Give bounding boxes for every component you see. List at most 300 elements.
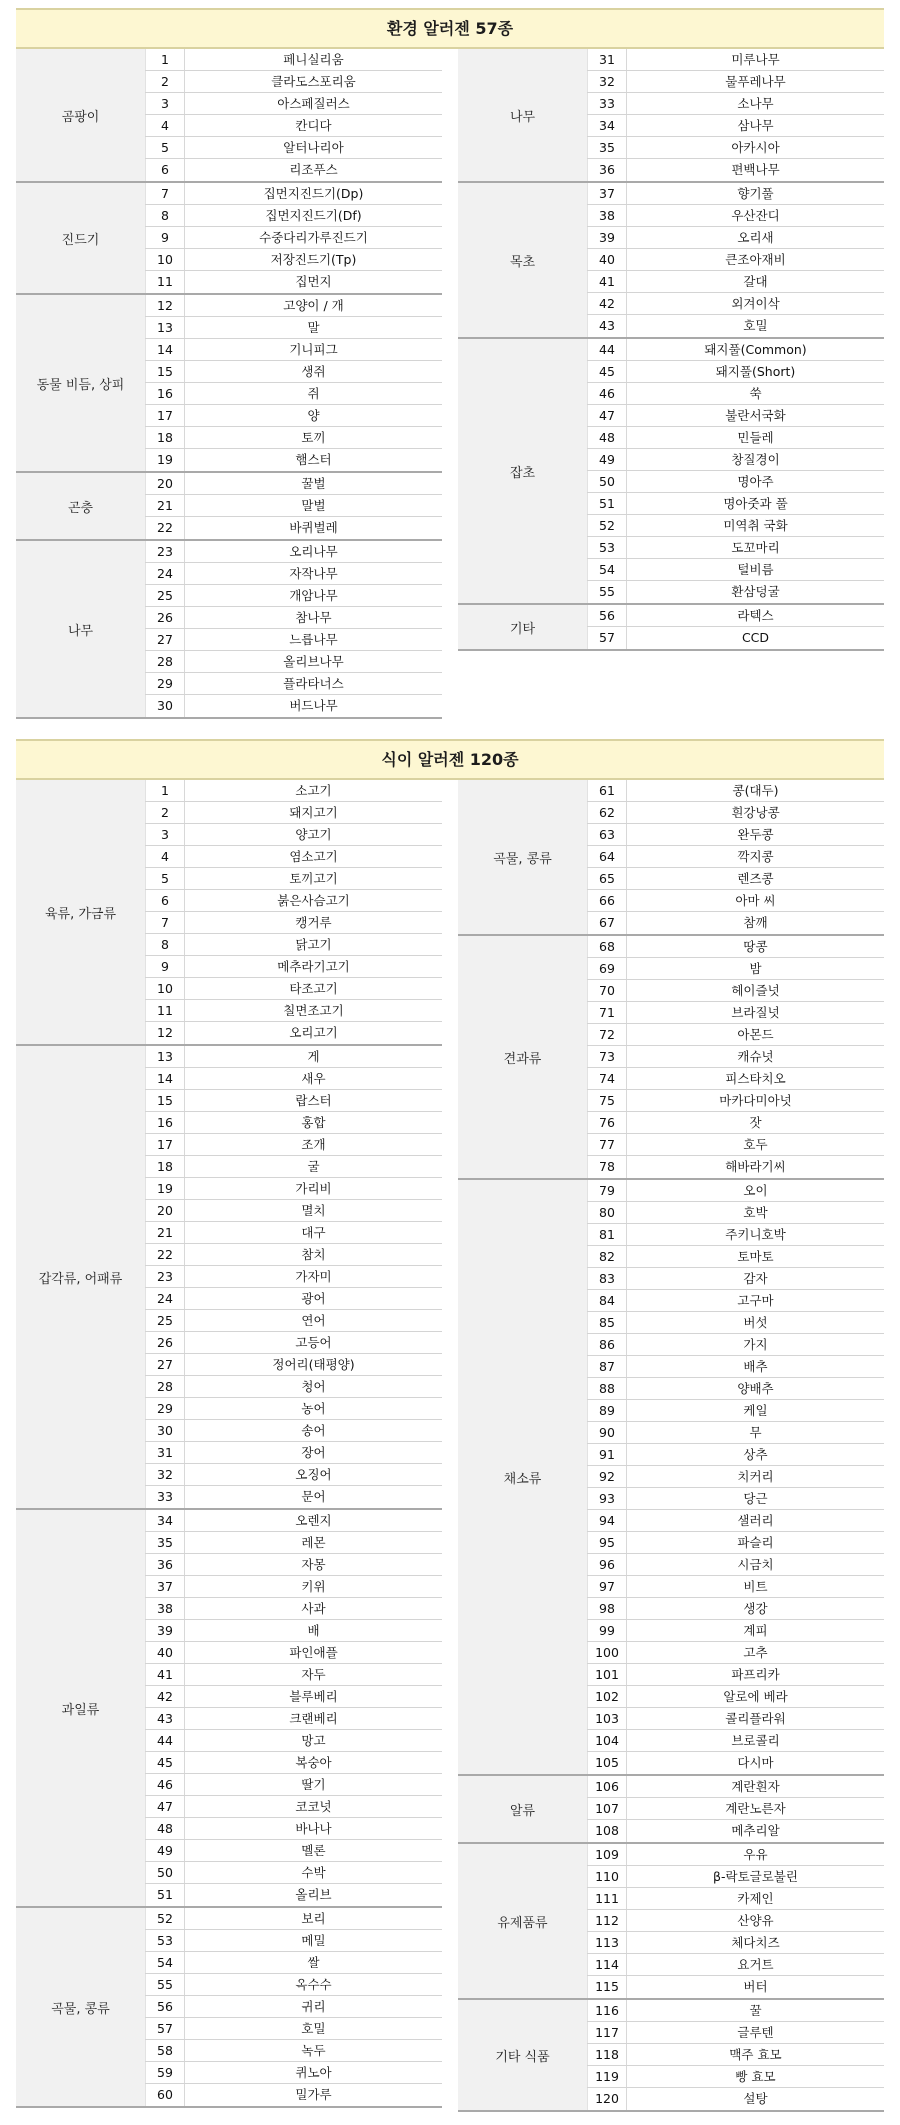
allergen-name: 집먼지진드기(Df)	[265, 208, 362, 223]
table-row	[145, 1576, 442, 1598]
allergen-name: 자작나무	[289, 566, 338, 581]
item-number: 58	[145, 2040, 185, 2061]
table-row	[145, 1156, 442, 1178]
allergen-name: 보리	[301, 1911, 326, 1926]
table-row	[145, 449, 442, 471]
table-row	[145, 1796, 442, 1818]
allergen-name: 상추	[743, 1447, 768, 1462]
table-row	[145, 1686, 442, 1708]
item-number: 44	[145, 1730, 185, 1751]
table-row	[587, 1290, 884, 1312]
allergen-name: 오리고기	[289, 1025, 338, 1040]
allergen-name: 광어	[301, 1291, 326, 1306]
allergen-name: 메추리알	[731, 1823, 780, 1838]
allergen-name: 오리나무	[289, 544, 338, 559]
allergen-name: 느릅나무	[289, 632, 338, 647]
item-number: 107	[587, 1798, 627, 1819]
item-number: 54	[145, 1952, 185, 1973]
table-row	[145, 405, 442, 427]
allergen-name: 배추	[743, 1359, 768, 1374]
allergen-name: 양배추	[737, 1381, 774, 1396]
item-number: 45	[145, 1752, 185, 1773]
item-number: 75	[587, 1090, 627, 1111]
item-number: 50	[587, 471, 627, 492]
table-row	[587, 868, 884, 890]
category-label: 알류	[458, 1776, 587, 1842]
allergen-name: 갈대	[743, 274, 768, 289]
allergen-name: 망고	[301, 1733, 326, 1748]
allergen-name: 굴	[307, 1159, 320, 1174]
table-row	[587, 1268, 884, 1290]
item-number: 38	[587, 205, 627, 226]
item-number: 91	[587, 1444, 627, 1465]
category-label: 유제품류	[458, 1844, 587, 1998]
allergen-name: 개암나무	[289, 588, 338, 603]
item-number: 76	[587, 1112, 627, 1133]
category-label: 채소류	[458, 1180, 587, 1774]
table-row	[587, 2044, 884, 2066]
allergen-name: 시금치	[737, 1557, 774, 1572]
item-number: 63	[587, 824, 627, 845]
table-row	[587, 227, 884, 249]
allergen-name: 리조푸스	[289, 162, 338, 177]
table-row	[587, 1554, 884, 1576]
allergen-name: 돼지풀(Short)	[715, 364, 796, 379]
item-number: 2	[145, 71, 185, 92]
table-row	[587, 1620, 884, 1642]
allergen-name: 글루텐	[737, 2025, 774, 2040]
allergen-name: 알로에 베라	[723, 1689, 788, 1704]
item-number: 6	[145, 159, 185, 181]
allergen-name: CCD	[741, 630, 770, 645]
item-number: 70	[587, 980, 627, 1001]
allergen-name: 메추라기고기	[277, 959, 350, 974]
table-row	[145, 2040, 442, 2062]
item-number: 61	[587, 780, 627, 801]
table-row	[587, 427, 884, 449]
table-row	[145, 1974, 442, 1996]
item-number: 12	[145, 295, 185, 316]
table-row	[145, 1222, 442, 1244]
allergen-name: 말	[307, 320, 320, 335]
allergen-name: 문어	[301, 1489, 326, 1504]
allergen-name: 자몽	[301, 1557, 326, 1572]
allergen-name: 가리비	[295, 1181, 332, 1196]
item-number: 32	[145, 1464, 185, 1485]
allergen-group	[16, 541, 442, 719]
allergen-name: 버섯	[743, 1315, 768, 1330]
item-number: 30	[145, 695, 185, 717]
allergen-name: 오징어	[295, 1467, 332, 1482]
allergen-name: 참치	[301, 1247, 326, 1262]
allergen-name: 붉은사슴고기	[277, 893, 350, 908]
item-number: 20	[145, 473, 185, 494]
allergen-name: 배	[307, 1623, 320, 1638]
item-number: 41	[587, 271, 627, 292]
item-number: 55	[145, 1974, 185, 1995]
table-row	[145, 1620, 442, 1642]
table-row	[145, 473, 442, 495]
table-row	[587, 49, 884, 71]
item-number: 47	[145, 1796, 185, 1817]
allergen-group	[16, 780, 442, 1046]
item-number: 15	[145, 361, 185, 382]
item-number: 3	[145, 93, 185, 114]
table-row	[587, 361, 884, 383]
table-row	[587, 1488, 884, 1510]
allergen-name: 닭고기	[295, 937, 332, 952]
allergen-name: 녹두	[301, 2043, 326, 2058]
table-row	[587, 1202, 884, 1224]
allergen-name: 귀리	[301, 1999, 326, 2014]
item-number: 35	[145, 1532, 185, 1553]
item-number: 115	[587, 1976, 627, 1998]
table-row	[145, 956, 442, 978]
item-number: 13	[145, 317, 185, 338]
table-row	[587, 958, 884, 980]
table-row	[587, 1708, 884, 1730]
item-number: 38	[145, 1598, 185, 1619]
allergen-name: 계피	[743, 1623, 768, 1638]
table-row	[145, 205, 442, 227]
table-row	[145, 1774, 442, 1796]
allergen-name: 산양유	[737, 1913, 774, 1928]
item-number: 30	[145, 1420, 185, 1441]
allergen-name: 깍지콩	[737, 849, 774, 864]
allergen-name: 해바라기씨	[725, 1159, 786, 1174]
table-row	[145, 541, 442, 563]
category-label: 진드기	[16, 183, 145, 293]
item-number: 27	[145, 1354, 185, 1375]
table-row	[145, 249, 442, 271]
item-number: 31	[145, 1442, 185, 1463]
table-row	[587, 1112, 884, 1134]
item-number: 24	[145, 563, 185, 584]
item-number: 24	[145, 1288, 185, 1309]
item-number: 18	[145, 427, 185, 448]
item-number: 46	[145, 1774, 185, 1795]
allergen-name: 게	[307, 1049, 320, 1064]
allergen-name: 잣	[749, 1115, 762, 1130]
item-number: 117	[587, 2022, 627, 2043]
table-row	[587, 1844, 884, 1866]
allergen-name: 무	[749, 1425, 762, 1440]
allergen-name: 비트	[743, 1579, 768, 1594]
allergen-name: 아카시아	[731, 140, 780, 155]
table-row	[145, 1310, 442, 1332]
allergen-name: 파프리카	[731, 1667, 780, 1682]
allergen-name: 토끼	[301, 430, 326, 445]
item-number: 34	[587, 115, 627, 136]
table-row	[587, 1888, 884, 1910]
allergen-name: 편백나무	[731, 162, 780, 177]
table-row	[587, 1046, 884, 1068]
table-row	[587, 890, 884, 912]
table-row	[587, 1510, 884, 1532]
allergen-name: 고구마	[737, 1293, 774, 1308]
allergen-name: 불란서국화	[725, 408, 786, 423]
table-row	[145, 1862, 442, 1884]
item-number: 73	[587, 1046, 627, 1067]
table-row	[145, 1090, 442, 1112]
item-number: 26	[145, 1332, 185, 1353]
allergen-name: 흰강낭콩	[731, 805, 780, 820]
allergen-name: 다시마	[737, 1755, 774, 1770]
item-number: 53	[145, 1930, 185, 1951]
table-row	[145, 1112, 442, 1134]
table-row	[587, 1444, 884, 1466]
item-number: 3	[145, 824, 185, 845]
table-row	[145, 1134, 442, 1156]
table-row	[145, 1420, 442, 1442]
table-row	[145, 1000, 442, 1022]
table-row	[587, 1090, 884, 1112]
item-number: 17	[145, 405, 185, 426]
table-row	[587, 537, 884, 559]
item-number: 11	[145, 271, 185, 293]
table-row	[145, 585, 442, 607]
item-number: 67	[587, 912, 627, 934]
item-number: 20	[145, 1200, 185, 1221]
item-number: 25	[145, 585, 185, 606]
item-number: 28	[145, 651, 185, 672]
allergen-name: 칠면조고기	[283, 1003, 344, 1018]
allergen-group	[16, 473, 442, 541]
item-number: 116	[587, 2000, 627, 2021]
table-row	[587, 405, 884, 427]
table-row	[145, 824, 442, 846]
allergen-name: 큰조아재비	[725, 252, 786, 267]
allergen-name: 고등어	[295, 1335, 332, 1350]
table-row	[145, 1464, 442, 1486]
item-number: 56	[587, 605, 627, 626]
table-row	[587, 1642, 884, 1664]
item-number: 40	[145, 1642, 185, 1663]
table-row	[587, 936, 884, 958]
table-row	[587, 93, 884, 115]
table-row	[587, 1776, 884, 1798]
allergen-name: 꿀벌	[301, 476, 326, 491]
item-number: 43	[145, 1708, 185, 1729]
item-number: 42	[587, 293, 627, 314]
item-number: 69	[587, 958, 627, 979]
allergen-name: 호박	[743, 1205, 768, 1220]
table-row	[145, 495, 442, 517]
item-number: 36	[145, 1554, 185, 1575]
item-number: 49	[587, 449, 627, 470]
allergen-name: 참나무	[295, 610, 332, 625]
table-row	[587, 2088, 884, 2110]
table-row	[587, 605, 884, 627]
table-row	[145, 1884, 442, 1906]
table-row	[145, 1288, 442, 1310]
table-row	[145, 695, 442, 717]
table-row	[587, 293, 884, 315]
table-row	[145, 1354, 442, 1376]
item-number: 57	[587, 627, 627, 649]
item-number: 14	[145, 339, 185, 360]
allergen-name: 토끼고기	[289, 871, 338, 886]
table-row	[587, 912, 884, 934]
table-row	[587, 1532, 884, 1554]
item-number: 112	[587, 1910, 627, 1931]
allergen-name: 케일	[743, 1403, 768, 1418]
table-row	[145, 1554, 442, 1576]
allergen-name: 크랜베리	[289, 1711, 338, 1726]
table-row	[145, 868, 442, 890]
allergen-group	[16, 49, 442, 183]
table-row	[145, 1930, 442, 1952]
table-row	[587, 2066, 884, 2088]
allergen-name: 바퀴벌레	[289, 520, 338, 535]
allergen-name: 헤이즐넛	[731, 983, 780, 998]
allergen-name: 블루베리	[289, 1689, 338, 1704]
allergen-name: 멜론	[301, 1843, 326, 1858]
table-row	[587, 1134, 884, 1156]
item-number: 97	[587, 1576, 627, 1597]
table-row	[587, 115, 884, 137]
item-number: 104	[587, 1730, 627, 1751]
item-number: 39	[145, 1620, 185, 1641]
table-row	[145, 1908, 442, 1930]
table-row	[587, 780, 884, 802]
table-row	[587, 449, 884, 471]
table-row	[145, 271, 442, 293]
table-row	[145, 183, 442, 205]
table-row	[587, 1932, 884, 1954]
table-row	[587, 559, 884, 581]
item-number: 4	[145, 115, 185, 136]
item-number: 51	[587, 493, 627, 514]
table-row	[145, 1996, 442, 2018]
category-label: 육류, 가금류	[16, 780, 145, 1044]
table-row	[587, 1686, 884, 1708]
allergen-name: 라텍스	[737, 608, 774, 623]
allergen-name: 홍합	[301, 1115, 326, 1130]
allergen-name: 완두콩	[737, 827, 774, 842]
table-row	[587, 271, 884, 293]
item-number: 98	[587, 1598, 627, 1619]
item-number: 5	[145, 137, 185, 158]
allergen-name: 우유	[743, 1847, 768, 1862]
allergen-name: 말벌	[301, 498, 326, 513]
item-number: 99	[587, 1620, 627, 1641]
allergen-name: 고추	[743, 1645, 768, 1660]
table-row	[587, 1664, 884, 1686]
table-row	[145, 629, 442, 651]
item-number: 64	[587, 846, 627, 867]
table-row	[145, 295, 442, 317]
table-row	[587, 1024, 884, 1046]
item-number: 85	[587, 1312, 627, 1333]
table-row	[145, 1398, 442, 1420]
table-row	[145, 673, 442, 695]
table-row	[587, 581, 884, 603]
table-row	[145, 780, 442, 802]
item-number: 44	[587, 339, 627, 360]
allergen-name: 타조고기	[289, 981, 338, 996]
allergen-name: 멸치	[301, 1203, 326, 1218]
allergen-group	[16, 1046, 442, 1510]
allergen-name: 환삼덩굴	[731, 584, 780, 599]
table-row	[587, 183, 884, 205]
item-number: 29	[145, 1398, 185, 1419]
table-row	[145, 1200, 442, 1222]
item-number: 81	[587, 1224, 627, 1245]
item-number: 19	[145, 1178, 185, 1199]
food-left-table	[16, 780, 442, 2112]
food-right-table	[458, 780, 884, 2112]
allergen-name: 돼지풀(Common)	[704, 342, 807, 357]
allergen-name: 브라질넛	[731, 1005, 780, 1020]
environmental-right-table	[458, 49, 884, 719]
allergen-name: 민들레	[737, 430, 774, 445]
table-row	[587, 315, 884, 337]
item-number: 14	[145, 1068, 185, 1089]
table-row	[145, 517, 442, 539]
item-number: 10	[145, 978, 185, 999]
table-row	[587, 1730, 884, 1752]
allergen-group	[458, 780, 884, 936]
allergen-name: 계란노른자	[725, 1801, 786, 1816]
item-number: 111	[587, 1888, 627, 1909]
item-number: 8	[145, 934, 185, 955]
allergen-name: 메밀	[301, 1933, 326, 1948]
item-number: 15	[145, 1090, 185, 1111]
allergen-name: 오이	[743, 1183, 768, 1198]
table-row	[145, 317, 442, 339]
allergen-group	[458, 2000, 884, 2112]
table-row	[587, 1156, 884, 1178]
item-number: 50	[145, 1862, 185, 1883]
item-number: 32	[587, 71, 627, 92]
allergen-name: 호두	[743, 1137, 768, 1152]
allergen-name: 알터나리아	[283, 140, 344, 155]
item-number: 6	[145, 890, 185, 911]
item-number: 31	[587, 49, 627, 70]
table-row	[145, 339, 442, 361]
item-number: 49	[145, 1840, 185, 1861]
item-number: 96	[587, 1554, 627, 1575]
allergen-name: 쥐	[307, 386, 320, 401]
item-number: 34	[145, 1510, 185, 1531]
item-number: 56	[145, 1996, 185, 2017]
table-row	[145, 563, 442, 585]
item-number: 37	[587, 183, 627, 204]
table-row	[587, 1422, 884, 1444]
item-number: 25	[145, 1310, 185, 1331]
table-row	[587, 2000, 884, 2022]
table-row	[145, 1178, 442, 1200]
category-label: 기타 식품	[458, 2000, 587, 2110]
allergen-name: 페니실리움	[283, 52, 344, 67]
item-number: 118	[587, 2044, 627, 2065]
allergen-group	[458, 183, 884, 339]
table-row	[587, 1246, 884, 1268]
table-row	[587, 1180, 884, 1202]
table-row	[145, 1244, 442, 1266]
category-label: 목초	[458, 183, 587, 337]
allergen-name: 플라타너스	[283, 676, 344, 691]
allergen-name: 콩(대두)	[732, 783, 779, 798]
item-number: 19	[145, 449, 185, 471]
allergen-name: 물푸레나무	[725, 74, 786, 89]
allergen-name: 미역취 국화	[723, 518, 788, 533]
allergen-name: 빵 효모	[735, 2069, 776, 2084]
item-number: 1	[145, 49, 185, 70]
allergen-name: 아몬드	[737, 1027, 774, 1042]
item-number: 68	[587, 936, 627, 957]
